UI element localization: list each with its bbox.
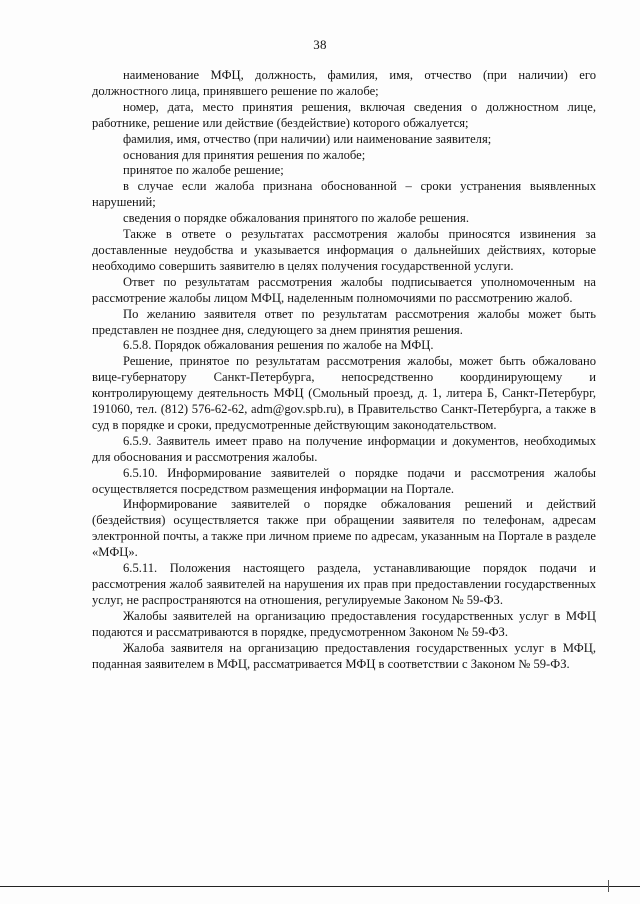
paragraph: номер, дата, место принятия решения, включая сведения о должностном лице, работнике, решение или действие (бездействие) которого обжалуется;: [92, 99, 596, 130]
paragraph: фамилия, имя, отчество (при наличии) или наименование заявителя;: [123, 131, 492, 146]
paragraph: сведения о порядке обжалования принятого по жалобе решения.: [123, 211, 469, 226]
scan-edge-line: [0, 886, 640, 887]
paragraph: Также в ответе о результатах рассмотрения жалобы приносятся извинения за доставленные неудобства и указывается информация о дальнейших действиях, которые необходимо совершить заявителю в целях получения государственной услуги.: [92, 227, 596, 273]
paragraph: Решение, принятое по результатам рассмотрения жалобы, может быть обжаловано вице-губернатору Санкт-Петербурга, непосредственно координирующему и контролирующему деятельность МФЦ (Смольный проезд, д. 1, литера Б, Санкт-Петербург, 191060, тел. (812) 576-62-62, adm@gov.spb.ru), в Правительство Санкт-Петербурга, а также в суд в порядке и сроки, предусмотренные действующим законодательством.: [92, 354, 596, 432]
paragraph: основания для принятия решения по жалобе;: [123, 147, 366, 162]
section-heading-6-5-9: 6.5.9. Заявитель имеет право на получение информации и документов, необходимых для обоснования и рассмотрения жалобы.: [92, 433, 596, 464]
section-heading-6-5-8: 6.5.8. Порядок обжалования решения по жалобе на МФЦ.: [123, 338, 434, 353]
paragraph: в случае если жалоба признана обоснованной – сроки устранения выявленных нарушений;: [92, 179, 596, 210]
scan-edge-mark: [608, 880, 609, 892]
page-number: 38: [313, 37, 327, 52]
paragraph: Информирование заявителей о порядке обжалования решений и действий (бездействия) осуществляется также при обращении заявителя по телефонам, адресам электронной почты, а также при личном приеме по адресам, указанным на Портале в разделе «МФЦ».: [92, 497, 596, 560]
paragraph: принятое по жалобе решение;: [123, 163, 284, 178]
paragraph: Ответ по результатам рассмотрения жалобы подписывается уполномоченным на рассмотрение жалобы лицом МФЦ, наделенным полномочиями по рассмотрению жалоб.: [92, 274, 596, 305]
section-heading-6-5-11: 6.5.11. Положения настоящего раздела, устанавливающие порядок подачи и рассмотрения жалоб заявителей на нарушения их прав при предоставлении государственных услуг, не распространяются на отношения, регулируемые Законом № 59-ФЗ.: [92, 561, 596, 607]
paragraph: наименование МФЦ, должность, фамилия, имя, отчество (при наличии) его должностного лица, принявшего решение по жалобе;: [92, 68, 596, 98]
paragraph: Жалобы заявителей на организацию предоставления государственных услуг в МФЦ подаются и рассматриваются в порядке, предусмотренном Законом № 59-ФЗ.: [92, 608, 596, 639]
document-body: [92, 68, 596, 672]
paragraph: Жалоба заявителя на организацию предоставления государственных услуг в МФЦ, поданная заявителем в МФЦ, рассматривается МФЦ в соответствии с Законом № 59-ФЗ.: [92, 640, 596, 671]
paragraph: По желанию заявителя ответ по результатам рассмотрения жалобы может быть представлен не позднее дня, следующего за днем принятия решения.: [92, 306, 596, 337]
section-heading-6-5-10: 6.5.10. Информирование заявителей о порядке подачи и рассмотрения жалобы осуществляется посредством размещения информации на Портале.: [92, 465, 596, 496]
